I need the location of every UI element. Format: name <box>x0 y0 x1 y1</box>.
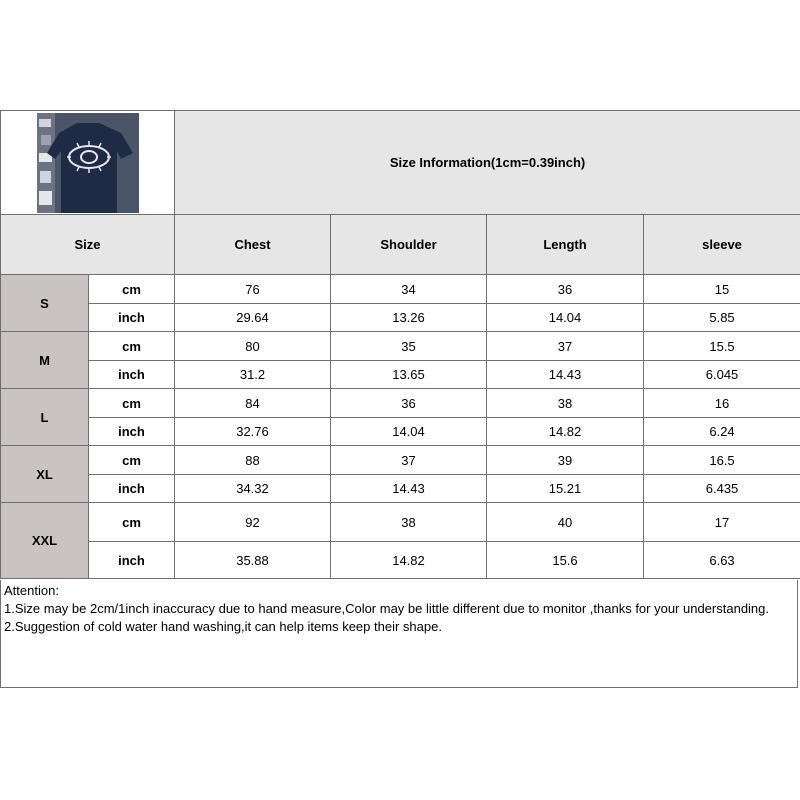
sleeve-inch-s: 5.85 <box>644 304 800 332</box>
unit-inch: inch <box>89 542 175 579</box>
shoulder-inch-l: 14.04 <box>331 418 487 446</box>
table-row <box>1 275 800 304</box>
chest-cm-m: 80 <box>175 332 331 361</box>
unit-inch: inch <box>89 475 175 503</box>
sleeve-cm-l: 16 <box>644 389 800 418</box>
unit-inch: inch <box>89 304 175 332</box>
unit-cm: cm <box>89 389 175 418</box>
shoulder-cm-xl: 37 <box>331 446 487 475</box>
shoulder-inch-xl: 14.43 <box>331 475 487 503</box>
sleeve-inch-m: 6.045 <box>644 361 800 389</box>
unit-inch: inch <box>89 361 175 389</box>
table-row <box>1 475 800 503</box>
column-header-chest: Chest <box>175 215 331 275</box>
table-row <box>1 418 800 446</box>
black-tshirt-sun-print-icon <box>37 113 139 213</box>
length-cm-m: 37 <box>487 332 644 361</box>
chest-inch-m: 31.2 <box>175 361 331 389</box>
length-cm-s: 36 <box>487 275 644 304</box>
unit-cm: cm <box>89 332 175 361</box>
table-row <box>1 446 800 475</box>
size-heading: Size <box>1 215 175 275</box>
chest-cm-xxl: 92 <box>175 503 331 542</box>
column-header-sleeve: sleeve <box>644 215 800 275</box>
unit-inch: inch <box>89 418 175 446</box>
attention-notes <box>0 580 798 688</box>
product-photo-cell <box>1 111 175 215</box>
length-inch-xl: 15.21 <box>487 475 644 503</box>
chest-cm-l: 84 <box>175 389 331 418</box>
sleeve-cm-xxl: 17 <box>644 503 800 542</box>
table-row <box>1 304 800 332</box>
shoulder-inch-m: 13.65 <box>331 361 487 389</box>
length-inch-xxl: 15.6 <box>487 542 644 579</box>
chest-cm-xl: 88 <box>175 446 331 475</box>
size-label-xxl: XXL <box>1 503 89 579</box>
length-cm-xl: 39 <box>487 446 644 475</box>
shoulder-cm-xxl: 38 <box>331 503 487 542</box>
shoulder-inch-s: 13.26 <box>331 304 487 332</box>
size-label-l: L <box>1 389 89 446</box>
attention-note-1: 1.Size may be 2cm/1inch inaccuracy due to hand measure,Color may be little different due to monitor ,thanks for your understanding. <box>4 601 770 616</box>
size-label-m: M <box>1 332 89 389</box>
sleeve-cm-s: 15 <box>644 275 800 304</box>
attention-title: Attention: <box>4 583 59 598</box>
shoulder-cm-m: 35 <box>331 332 487 361</box>
column-header-shoulder: Shoulder <box>331 215 487 275</box>
sleeve-inch-xl: 6.435 <box>644 475 800 503</box>
shoulder-cm-l: 36 <box>331 389 487 418</box>
length-inch-s: 14.04 <box>487 304 644 332</box>
table-row <box>1 542 800 579</box>
length-cm-l: 38 <box>487 389 644 418</box>
table-row <box>1 361 800 389</box>
size-chart <box>0 110 800 690</box>
chest-inch-xl: 34.32 <box>175 475 331 503</box>
column-header-length: Length <box>487 215 644 275</box>
table-row <box>1 389 800 418</box>
table-row <box>1 503 800 542</box>
unit-cm: cm <box>89 446 175 475</box>
length-inch-m: 14.43 <box>487 361 644 389</box>
shoulder-cm-s: 34 <box>331 275 487 304</box>
chest-inch-s: 29.64 <box>175 304 331 332</box>
chest-inch-l: 32.76 <box>175 418 331 446</box>
size-label-xl: XL <box>1 446 89 503</box>
unit-cm: cm <box>89 275 175 304</box>
unit-cm: cm <box>89 503 175 542</box>
chest-inch-xxl: 35.88 <box>175 542 331 579</box>
sleeve-inch-xxl: 6.63 <box>644 542 800 579</box>
size-info-title: Size Information(1cm=0.39inch) <box>175 111 800 215</box>
sleeve-cm-m: 15.5 <box>644 332 800 361</box>
chest-cm-s: 76 <box>175 275 331 304</box>
size-label-s: S <box>1 275 89 332</box>
shoulder-inch-xxl: 14.82 <box>331 542 487 579</box>
size-table <box>0 110 800 579</box>
attention-note-2: 2.Suggestion of cold water hand washing,it can help items keep their shape. <box>4 619 442 634</box>
table-row <box>1 332 800 361</box>
sleeve-cm-xl: 16.5 <box>644 446 800 475</box>
sleeve-inch-l: 6.24 <box>644 418 800 446</box>
length-cm-xxl: 40 <box>487 503 644 542</box>
length-inch-l: 14.82 <box>487 418 644 446</box>
